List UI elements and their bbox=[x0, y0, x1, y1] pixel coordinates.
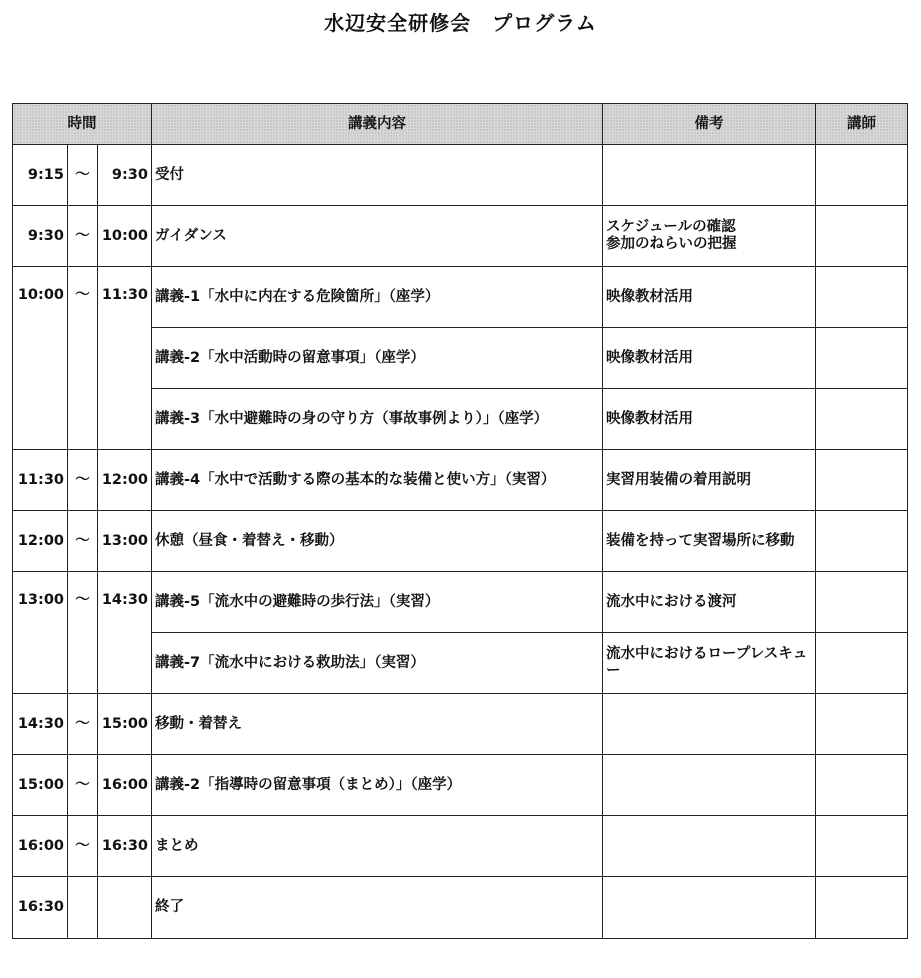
time-start-cell: 12:00 bbox=[13, 511, 68, 572]
time-separator-cell: 〜 bbox=[68, 145, 98, 206]
notes-cell: 映像教材活用 bbox=[603, 328, 816, 389]
instructor-cell bbox=[816, 755, 908, 816]
notes-cell bbox=[603, 145, 816, 206]
instructor-cell bbox=[816, 633, 908, 694]
time-end-cell: 16:30 bbox=[98, 816, 152, 877]
time-separator-cell: 〜 bbox=[68, 206, 98, 267]
table-row bbox=[13, 755, 908, 816]
notes-cell: 流水中におけるロープレスキュー bbox=[603, 633, 816, 694]
time-separator-cell: 〜 bbox=[68, 755, 98, 816]
lecture-content-cell: 講義-4「水中で活動する際の基本的な装備と使い方」（実習） bbox=[152, 450, 603, 511]
time-start-cell: 16:30 bbox=[13, 877, 68, 939]
lecture-content-cell: 休憩（昼食・着替え・移動） bbox=[152, 511, 603, 572]
time-end-cell: 11:30 bbox=[98, 267, 152, 450]
lecture-content-cell: ガイダンス bbox=[152, 206, 603, 267]
time-start-cell: 15:00 bbox=[13, 755, 68, 816]
notes-cell: 流水中における渡河 bbox=[603, 572, 816, 633]
time-start-cell: 16:00 bbox=[13, 816, 68, 877]
table-row bbox=[13, 816, 908, 877]
time-start-cell: 9:30 bbox=[13, 206, 68, 267]
lecture-content-cell: 講義-5「流水中の避難時の歩行法」（実習） bbox=[152, 572, 603, 633]
time-separator-cell: 〜 bbox=[68, 816, 98, 877]
instructor-cell bbox=[816, 572, 908, 633]
time-start-cell: 11:30 bbox=[13, 450, 68, 511]
table-row bbox=[13, 877, 908, 939]
time-start-cell: 9:15 bbox=[13, 145, 68, 206]
lecture-content-cell: 講義-3「水中避難時の身の守り方（事故事例より）」（座学） bbox=[152, 389, 603, 450]
instructor-cell bbox=[816, 450, 908, 511]
lecture-content-cell: 終了 bbox=[152, 877, 603, 939]
header-time: 時間 bbox=[13, 104, 152, 145]
header-content: 講義内容 bbox=[152, 104, 603, 145]
header-notes: 備考 bbox=[603, 104, 816, 145]
time-end-cell: 13:00 bbox=[98, 511, 152, 572]
instructor-cell bbox=[816, 511, 908, 572]
lecture-content-cell: 受付 bbox=[152, 145, 603, 206]
time-start-cell: 10:00 bbox=[13, 267, 68, 450]
table-row bbox=[13, 206, 908, 267]
schedule-body bbox=[13, 145, 908, 939]
notes-cell: スケジュールの確認 参加のねらいの把握 bbox=[603, 206, 816, 267]
lecture-content-cell: 移動・着替え bbox=[152, 694, 603, 755]
table-row bbox=[13, 511, 908, 572]
instructor-cell bbox=[816, 267, 908, 328]
lecture-content-cell: 講義-7「流水中における救助法」（実習） bbox=[152, 633, 603, 694]
header-instructor: 講師 bbox=[816, 104, 908, 145]
instructor-cell bbox=[816, 877, 908, 939]
time-end-cell: 10:00 bbox=[98, 206, 152, 267]
time-end-cell: 14:30 bbox=[98, 572, 152, 694]
table-header-row bbox=[13, 104, 908, 145]
lecture-content-cell: 講義-2「指導時の留意事項（まとめ）」（座学） bbox=[152, 755, 603, 816]
time-end-cell: 12:00 bbox=[98, 450, 152, 511]
time-separator-cell: 〜 bbox=[68, 694, 98, 755]
schedule-table bbox=[12, 103, 908, 939]
instructor-cell bbox=[816, 328, 908, 389]
table-row bbox=[13, 267, 908, 328]
time-start-cell: 14:30 bbox=[13, 694, 68, 755]
time-end-cell: 15:00 bbox=[98, 694, 152, 755]
lecture-content-cell: 講義-2「水中活動時の留意事項」（座学） bbox=[152, 328, 603, 389]
instructor-cell bbox=[816, 145, 908, 206]
table-row bbox=[13, 694, 908, 755]
instructor-cell bbox=[816, 694, 908, 755]
notes-cell bbox=[603, 755, 816, 816]
notes-cell: 映像教材活用 bbox=[603, 389, 816, 450]
time-separator-cell bbox=[68, 877, 98, 939]
table-row bbox=[13, 145, 908, 206]
table-row bbox=[13, 450, 908, 511]
page-title: 水辺安全研修会 プログラム bbox=[324, 11, 597, 35]
time-separator-cell: 〜 bbox=[68, 511, 98, 572]
time-end-cell: 9:30 bbox=[98, 145, 152, 206]
notes-cell: 装備を持って実習場所に移動 bbox=[603, 511, 816, 572]
time-start-cell: 13:00 bbox=[13, 572, 68, 694]
lecture-content-cell: 講義-1「水中に内在する危険箇所」（座学） bbox=[152, 267, 603, 328]
time-end-cell: 16:00 bbox=[98, 755, 152, 816]
time-end-cell bbox=[98, 877, 152, 939]
instructor-cell bbox=[816, 206, 908, 267]
notes-cell: 映像教材活用 bbox=[603, 267, 816, 328]
table-row bbox=[13, 572, 908, 633]
instructor-cell bbox=[816, 816, 908, 877]
notes-cell bbox=[603, 694, 816, 755]
lecture-content-cell: まとめ bbox=[152, 816, 603, 877]
instructor-cell bbox=[816, 389, 908, 450]
time-separator-cell: 〜 bbox=[68, 572, 98, 694]
notes-cell bbox=[603, 816, 816, 877]
notes-cell bbox=[603, 877, 816, 939]
time-separator-cell: 〜 bbox=[68, 267, 98, 450]
time-separator-cell: 〜 bbox=[68, 450, 98, 511]
notes-cell: 実習用装備の着用説明 bbox=[603, 450, 816, 511]
